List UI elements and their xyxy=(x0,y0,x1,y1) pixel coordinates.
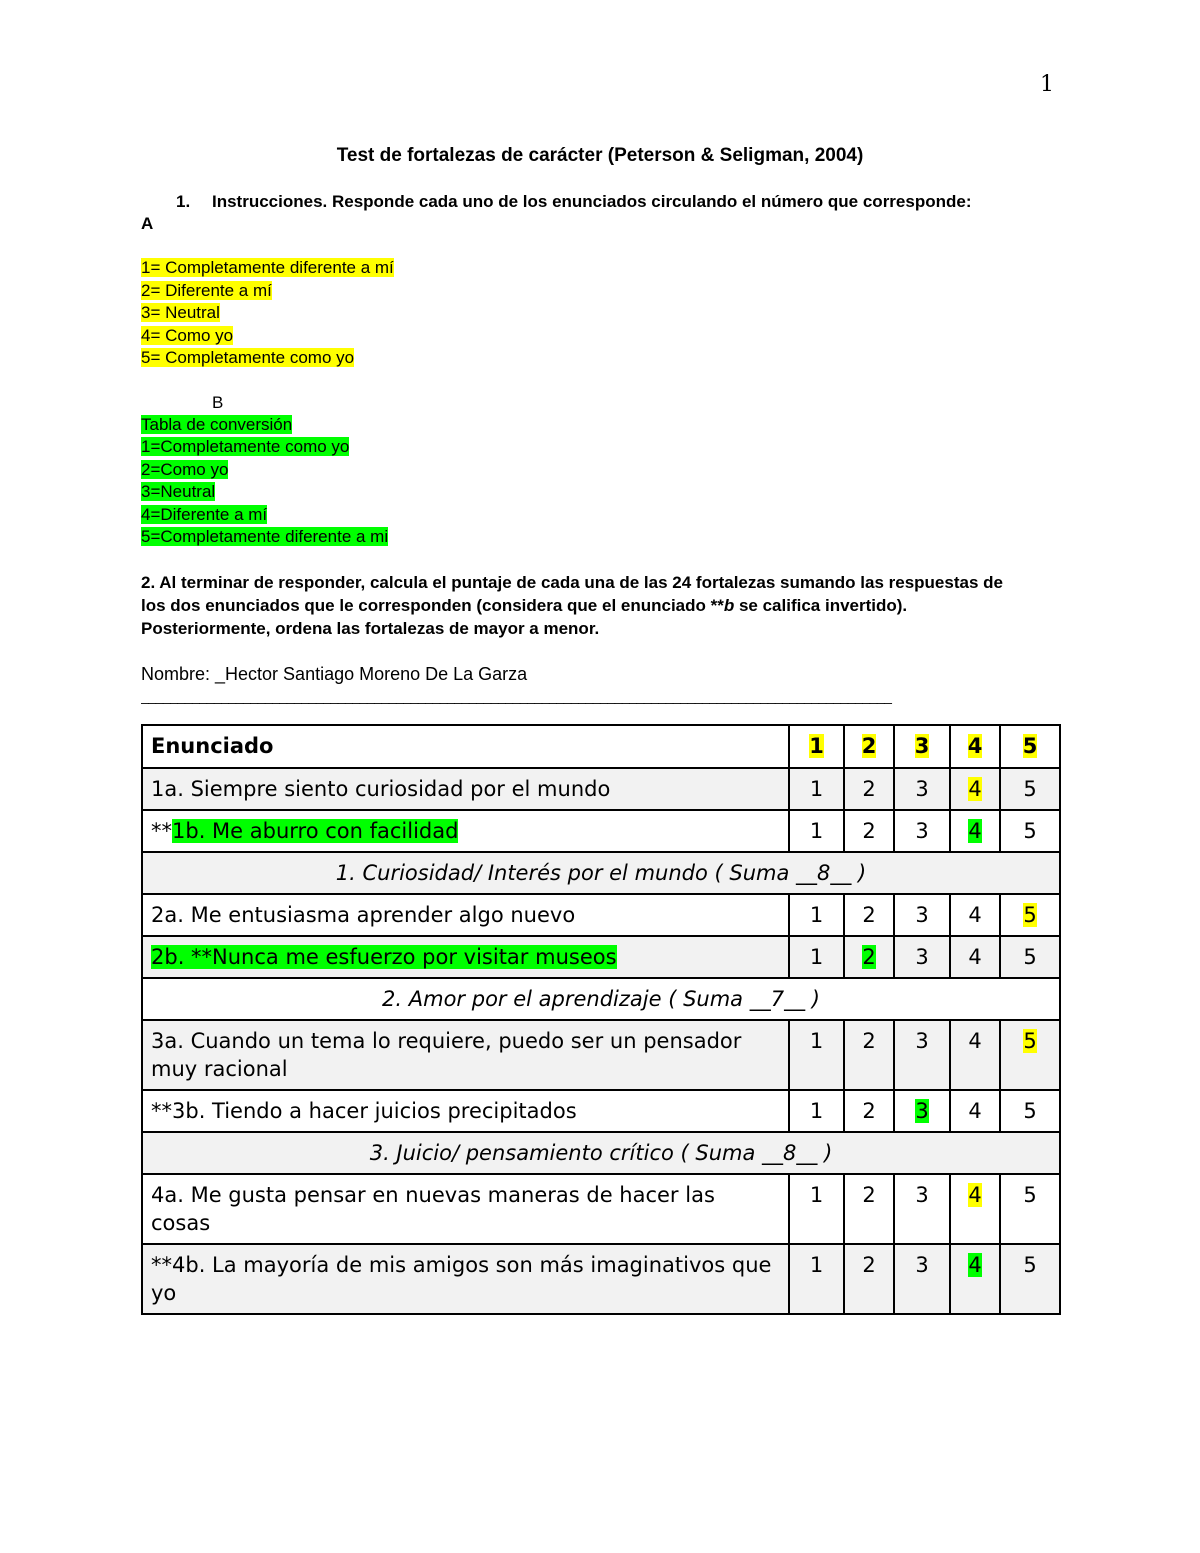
section-2-sum: 2. Amor por el aprendizaje ( Suma __7__ ) xyxy=(142,978,1060,1020)
score-option-1[interactable]: 1 xyxy=(809,1182,824,1207)
label-a: A xyxy=(141,214,154,233)
score-option-3[interactable]: 3 xyxy=(915,1028,929,1053)
scale-a-item: 4= Como yo xyxy=(141,325,234,345)
score-option-2[interactable]: 2 xyxy=(862,1028,876,1053)
score-option-5[interactable]: 5 xyxy=(1023,1182,1037,1207)
scale-b-item: 4=Diferente a mí xyxy=(141,504,268,524)
header-enunciado: Enunciado xyxy=(142,725,789,768)
label-b: B xyxy=(212,392,224,412)
score-option-4[interactable]: 4 xyxy=(968,1028,982,1053)
conversion-table-title: Tabla de conversión xyxy=(141,414,293,434)
section-3-sum: 3. Juicio/ pensamiento crítico ( Suma __8__ ) xyxy=(142,1132,1060,1174)
score-option-3[interactable]: 3 xyxy=(915,776,929,801)
score-option-5-selected[interactable]: 5 xyxy=(1023,902,1037,927)
score-option-1[interactable]: 1 xyxy=(809,818,824,843)
instruction-2-text: 2. Al terminar de responder, calcula el puntaje de cada una de las 24 fortalezas sumando las respuestas de los dos enunciados que le corresponden (considera que el enunciado ** xyxy=(141,572,1003,615)
score-option-3[interactable]: 3 xyxy=(915,1252,929,1277)
table-row xyxy=(142,936,1060,978)
scale-b-item: 3=Neutral xyxy=(141,482,216,501)
score-option-5[interactable]: 5 xyxy=(1023,944,1037,969)
score-option-4[interactable]: 4 xyxy=(968,1098,982,1123)
document-title: Test de fortalezas de carácter (Peterson & Seligman, 2004) xyxy=(336,145,864,166)
score-option-3[interactable]: 3 xyxy=(915,1182,929,1207)
instruction-2 xyxy=(141,571,1011,640)
score-option-5-selected[interactable]: 5 xyxy=(1023,1028,1037,1053)
scale-a-item: 1= Completamente diferente a mí xyxy=(141,258,394,277)
score-option-1[interactable]: 1 xyxy=(809,1252,824,1277)
score-option-2[interactable]: 2 xyxy=(862,1252,876,1277)
score-option-1[interactable]: 1 xyxy=(809,902,824,927)
score-option-2[interactable]: 2 xyxy=(862,902,876,927)
page-number: 1 xyxy=(1040,72,1054,97)
score-option-5[interactable]: 5 xyxy=(1023,1252,1037,1277)
table-row xyxy=(142,1020,1060,1090)
table-row xyxy=(142,1174,1060,1244)
document-body xyxy=(141,143,1059,1315)
score-option-2[interactable]: 2 xyxy=(862,1098,876,1123)
score-option-2[interactable]: 2 xyxy=(862,776,876,801)
statement-1b: **1b. Me aburro con facilidad xyxy=(142,810,789,852)
score-option-1[interactable]: 1 xyxy=(809,776,824,801)
header-3: 3 xyxy=(914,733,930,758)
score-option-4-selected[interactable]: 4 xyxy=(968,776,982,801)
scale-b-item: 2=Como yo xyxy=(141,459,229,479)
instruction-2-text-end: se califica invertido). Posteriormente, ordena las fortalezas de mayor a menor. xyxy=(141,595,908,638)
table-row xyxy=(142,810,1060,852)
header-1: 1 xyxy=(809,733,824,758)
scale-b-item: 1=Completamente como yo xyxy=(141,437,350,456)
instruction-number: 1. xyxy=(176,192,191,211)
statement-4b: **4b. La mayoría de mis amigos son más imaginativos que yo xyxy=(142,1244,789,1314)
score-option-4[interactable]: 4 xyxy=(968,944,982,969)
section-sum-row xyxy=(142,1132,1060,1174)
table-row xyxy=(142,1090,1060,1132)
header-5: 5 xyxy=(1022,733,1038,758)
score-option-2-selected[interactable]: 2 xyxy=(862,944,876,969)
statement-3b: **3b. Tiendo a hacer juicios precipitados xyxy=(142,1090,789,1132)
header-2: 2 xyxy=(861,733,877,758)
score-option-3-selected[interactable]: 3 xyxy=(915,1098,929,1123)
score-option-2[interactable]: 2 xyxy=(862,818,876,843)
instruction-text: Instrucciones. Responde cada uno de los enunciados circulando el número que corresponde: xyxy=(212,192,972,211)
scale-b-list xyxy=(141,414,1059,549)
table-row xyxy=(142,894,1060,936)
instruction-1 xyxy=(141,191,1059,213)
table-header-row xyxy=(142,725,1060,768)
section-sum-row xyxy=(142,852,1060,894)
score-option-2[interactable]: 2 xyxy=(862,1182,876,1207)
section-sum-row xyxy=(142,978,1060,1020)
name-line: Nombre: _Hector Santiago Moreno De La Garza xyxy=(141,663,528,684)
instruction-2-italic: b xyxy=(723,595,735,615)
statement-3a: 3a. Cuando un tema lo requiere, puedo ser un pensador muy racional xyxy=(142,1020,789,1090)
scale-a-item: 5= Completamente como yo xyxy=(141,348,355,367)
scale-b-item: 5=Completamente diferente a mi xyxy=(141,527,389,546)
scale-a-list xyxy=(141,257,1059,370)
strengths-table xyxy=(141,724,1061,1315)
section-1-sum: 1. Curiosidad/ Interés por el mundo ( Suma __8__ ) xyxy=(142,852,1060,894)
scale-a-item: 2= Diferente a mí xyxy=(141,280,272,300)
statement-4a: 4a. Me gusta pensar en nuevas maneras de hacer las cosas xyxy=(142,1174,789,1244)
score-option-3[interactable]: 3 xyxy=(915,902,929,927)
score-option-1[interactable]: 1 xyxy=(809,1098,824,1123)
scale-a-item: 3= Neutral xyxy=(141,303,220,322)
table-row xyxy=(142,768,1060,810)
score-option-3[interactable]: 3 xyxy=(915,944,929,969)
score-option-1[interactable]: 1 xyxy=(809,1028,824,1053)
signature-rule: _______________________________________________________________________________________________________ xyxy=(141,687,892,704)
score-option-4[interactable]: 4 xyxy=(968,902,982,927)
score-option-4-selected[interactable]: 4 xyxy=(968,1252,982,1277)
statement-1a: 1a. Siempre siento curiosidad por el mundo xyxy=(142,768,789,810)
score-option-4-selected[interactable]: 4 xyxy=(968,818,982,843)
score-option-5[interactable]: 5 xyxy=(1023,818,1037,843)
statement-2a: 2a. Me entusiasma aprender algo nuevo xyxy=(142,894,789,936)
score-option-1[interactable]: 1 xyxy=(809,944,824,969)
score-option-5[interactable]: 5 xyxy=(1023,776,1037,801)
score-option-5[interactable]: 5 xyxy=(1023,1098,1037,1123)
table-row xyxy=(142,1244,1060,1314)
statement-2b: 2b. **Nunca me esfuerzo por visitar museos xyxy=(142,936,789,978)
score-option-3[interactable]: 3 xyxy=(915,818,929,843)
header-4: 4 xyxy=(967,733,983,758)
score-option-4-selected[interactable]: 4 xyxy=(968,1182,982,1207)
